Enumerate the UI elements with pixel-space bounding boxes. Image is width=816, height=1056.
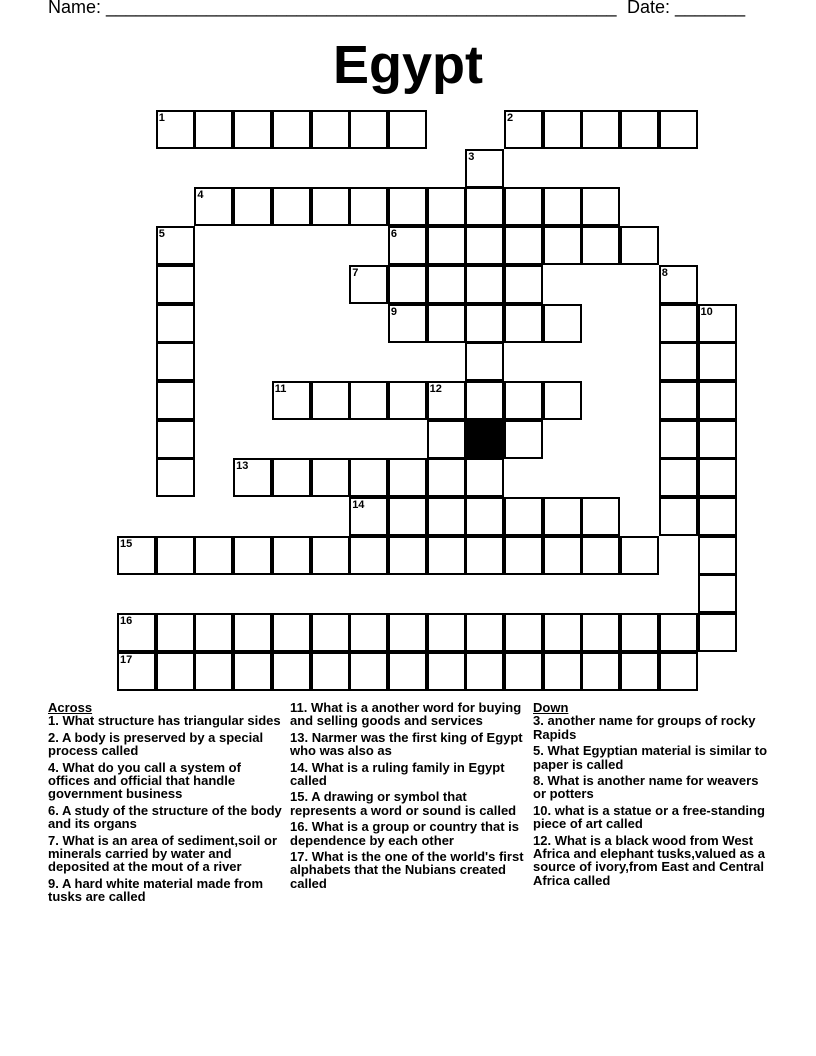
crossword-cell[interactable] xyxy=(194,110,233,149)
clue-number: 3 xyxy=(468,150,475,163)
crossword-cell[interactable] xyxy=(388,652,427,691)
crossword-cell[interactable] xyxy=(388,304,427,343)
crossword-cell[interactable] xyxy=(504,497,543,536)
crossword-cell[interactable] xyxy=(194,613,233,652)
crossword-cell[interactable] xyxy=(388,497,427,536)
crossword-cell[interactable] xyxy=(311,652,350,691)
crossword-cell[interactable] xyxy=(581,652,620,691)
across-clue-list-continued xyxy=(290,701,526,890)
crossword-cell[interactable] xyxy=(349,265,388,304)
crossword-cell[interactable] xyxy=(581,497,620,536)
crossword-cell[interactable] xyxy=(156,265,195,304)
crossword-cell[interactable] xyxy=(117,613,156,652)
crossword-cell[interactable] xyxy=(156,420,195,459)
clue-item xyxy=(290,731,526,758)
clue-item-number: 2. xyxy=(48,729,59,745)
crossword-cell[interactable] xyxy=(698,536,737,575)
crossword-cell[interactable] xyxy=(504,420,543,459)
clue-item-number: 10. xyxy=(533,802,552,818)
crossword-cell[interactable] xyxy=(311,613,350,652)
crossword-cell[interactable] xyxy=(233,110,272,149)
crossword-cell[interactable] xyxy=(427,381,466,420)
crossword-cell[interactable] xyxy=(659,342,698,381)
crossword-cell[interactable] xyxy=(504,381,543,420)
crossword-cell[interactable] xyxy=(698,458,737,497)
crossword-cell[interactable] xyxy=(156,381,195,420)
clue-item-number: 1. xyxy=(48,713,59,729)
crossword-cell[interactable] xyxy=(427,420,466,459)
crossword-cell[interactable] xyxy=(272,458,311,497)
clue-item xyxy=(290,701,526,728)
crossword-cell[interactable] xyxy=(543,652,582,691)
crossword-cell[interactable] xyxy=(465,187,504,226)
clue-item-number: 11. xyxy=(290,700,308,715)
clue-item-text: A study of the structure of the body and its organs xyxy=(48,802,282,832)
clue-item-text: another name for groups of rocky Rapids xyxy=(533,713,756,742)
crossword-cell[interactable] xyxy=(194,536,233,575)
clue-item-number: 17. xyxy=(290,849,309,865)
crossword-cell[interactable] xyxy=(465,652,504,691)
crossword-cell[interactable] xyxy=(427,226,466,265)
crossword-cell[interactable] xyxy=(311,458,350,497)
crossword-cell[interactable] xyxy=(156,342,195,381)
crossword-cell[interactable] xyxy=(465,613,504,652)
clue-number: 11 xyxy=(274,382,287,395)
clue-item-number: 9. xyxy=(48,875,59,891)
crossword-cell[interactable] xyxy=(388,458,427,497)
crossword-cell[interactable] xyxy=(388,536,427,575)
clue-item-text: what is a statue or a free-standing piece of art called xyxy=(533,802,765,832)
crossword-cell[interactable] xyxy=(581,110,620,149)
crossword-cell[interactable] xyxy=(659,110,698,149)
clue-number: 5 xyxy=(158,228,165,241)
crossword-cell[interactable] xyxy=(388,110,427,149)
crossword-cell[interactable] xyxy=(156,536,195,575)
crossword-cell[interactable] xyxy=(659,652,698,691)
clues-column-2 xyxy=(290,701,526,893)
crossword-cell[interactable] xyxy=(349,497,388,536)
clue-item xyxy=(48,731,284,758)
clue-item-number: 5. xyxy=(533,743,544,759)
crossword-cell[interactable] xyxy=(388,613,427,652)
crossword-cell[interactable] xyxy=(465,265,504,304)
crossword-cell[interactable] xyxy=(427,458,466,497)
clue-item xyxy=(533,834,769,888)
clue-item xyxy=(290,820,526,847)
crossword-cell[interactable] xyxy=(543,497,582,536)
crossword-cell[interactable] xyxy=(272,652,311,691)
crossword-cell[interactable] xyxy=(117,536,156,575)
crossword-cell[interactable] xyxy=(620,652,659,691)
crossword-cell[interactable] xyxy=(427,613,466,652)
crossword-cell[interactable] xyxy=(311,187,350,226)
crossword-cell[interactable] xyxy=(543,226,582,265)
crossword-cell[interactable] xyxy=(543,381,582,420)
crossword-cell[interactable] xyxy=(581,187,620,226)
crossword-cell[interactable] xyxy=(581,536,620,575)
crossword-cell[interactable] xyxy=(388,265,427,304)
crossword-cell[interactable] xyxy=(156,613,195,652)
clue-item xyxy=(290,761,526,788)
blocked-cell xyxy=(465,420,504,459)
crossword-cell[interactable] xyxy=(272,613,311,652)
clue-item-number: 7. xyxy=(48,832,59,848)
clue-item xyxy=(48,834,284,874)
crossword-cell[interactable] xyxy=(349,381,388,420)
crossword-cell[interactable] xyxy=(465,536,504,575)
clue-number: 9 xyxy=(390,305,398,318)
crossword-cell[interactable] xyxy=(156,458,195,497)
clue-number: 1 xyxy=(158,112,165,124)
crossword-cell[interactable] xyxy=(659,304,698,343)
crossword-cell[interactable] xyxy=(504,187,543,226)
crossword-cell[interactable] xyxy=(233,613,272,652)
clue-item-text: What Egyptian material is similar to paper is called xyxy=(533,743,768,772)
clues-column-3 xyxy=(533,701,769,890)
crossword-cell[interactable] xyxy=(233,458,272,497)
crossword-cell[interactable] xyxy=(156,304,195,343)
clue-item-text: What is the one of the world's first alphabets that the Nubians created called xyxy=(290,849,524,891)
crossword-cell[interactable] xyxy=(659,497,698,536)
crossword-cell[interactable] xyxy=(620,536,659,575)
crossword-cell[interactable] xyxy=(543,110,582,149)
clue-number: 14 xyxy=(352,499,365,511)
clue-item-number: 15. xyxy=(290,789,309,805)
crossword-cell[interactable] xyxy=(504,110,543,149)
crossword-cell[interactable] xyxy=(543,536,582,575)
crossword-cell[interactable] xyxy=(620,613,659,652)
clue-item xyxy=(290,850,526,890)
crossword-cell[interactable] xyxy=(233,187,272,226)
clue-item-text: What is a ruling family in Egypt called xyxy=(290,759,505,789)
crossword-cell[interactable] xyxy=(543,187,582,226)
crossword-cell[interactable] xyxy=(504,613,543,652)
clue-number: 2 xyxy=(507,112,514,124)
clue-item-number: 8. xyxy=(533,773,544,789)
crossword-cell[interactable] xyxy=(504,226,543,265)
clue-item-number: 14. xyxy=(290,759,309,775)
crossword-cell[interactable] xyxy=(311,536,350,575)
clue-item-text: What structure has triangular sides xyxy=(62,713,281,729)
crossword-cell[interactable] xyxy=(581,226,620,265)
clue-number: 6 xyxy=(390,228,398,241)
clue-item-text: A body is preserved by a special process called xyxy=(48,729,264,759)
crossword-cell[interactable] xyxy=(659,613,698,652)
clue-number: 17 xyxy=(120,653,133,666)
clue-item-text: A drawing or symbol that represents a word or sound is called xyxy=(290,789,517,818)
crossword-cell[interactable] xyxy=(659,458,698,497)
crossword-cell[interactable] xyxy=(427,265,466,304)
across-heading: Across xyxy=(48,700,93,715)
crossword-cell[interactable] xyxy=(465,342,504,381)
clue-item-number: 3. xyxy=(533,713,544,729)
crossword-cell[interactable] xyxy=(504,536,543,575)
clue-item xyxy=(48,714,284,727)
clues-column-1 xyxy=(48,701,284,907)
clue-number: 10 xyxy=(700,305,713,318)
crossword-cell[interactable] xyxy=(659,265,698,304)
crossword-cell[interactable] xyxy=(311,381,350,420)
crossword-cell[interactable] xyxy=(156,652,195,691)
crossword-cell[interactable] xyxy=(620,226,659,265)
crossword-cell[interactable] xyxy=(427,187,466,226)
crossword-cell[interactable] xyxy=(311,110,350,149)
crossword-cell[interactable] xyxy=(427,652,466,691)
crossword-cell[interactable] xyxy=(272,536,311,575)
crossword-cell[interactable] xyxy=(427,536,466,575)
clue-item xyxy=(533,744,769,771)
clue-item-text: What do you call a system of offices and official that handle government business xyxy=(48,759,241,802)
clue-item-number: 16. xyxy=(290,819,309,835)
clue-number: 16 xyxy=(120,615,133,628)
crossword-cell[interactable] xyxy=(465,226,504,265)
across-clue-list xyxy=(48,714,284,903)
clue-item xyxy=(48,761,284,801)
crossword-cell[interactable] xyxy=(620,110,659,149)
crossword-cell[interactable] xyxy=(194,187,233,226)
clue-item-text: What is a group or country that is dependence by each other xyxy=(290,819,519,848)
clue-number: 7 xyxy=(352,266,359,279)
crossword-cell[interactable] xyxy=(543,304,582,343)
clue-item xyxy=(533,714,769,741)
clue-item-text: What is a another word for buying and selling goods and services xyxy=(290,700,522,729)
clue-item xyxy=(48,804,284,831)
crossword-cell[interactable] xyxy=(388,187,427,226)
crossword-cell[interactable] xyxy=(349,613,388,652)
crossword-cell[interactable] xyxy=(388,381,427,420)
date-field-label: Date: _______ xyxy=(627,0,746,17)
clue-item-text: What is an area of sediment,soil or minerals carried by water and deposited at the mout of a river xyxy=(48,832,278,875)
crossword-cell[interactable] xyxy=(698,497,737,536)
crossword-cell[interactable] xyxy=(272,110,311,149)
crossword-cell[interactable] xyxy=(156,110,195,149)
clue-number: 8 xyxy=(661,266,668,279)
crossword-cell[interactable] xyxy=(659,381,698,420)
crossword-cell[interactable] xyxy=(465,304,504,343)
crossword-cell[interactable] xyxy=(465,149,504,188)
crossword-cell[interactable] xyxy=(465,381,504,420)
clue-number: 4 xyxy=(197,189,204,202)
crossword-cell[interactable] xyxy=(233,536,272,575)
crossword-cell[interactable] xyxy=(698,613,737,652)
crossword-cell[interactable] xyxy=(465,458,504,497)
crossword-cell[interactable] xyxy=(194,652,233,691)
crossword-cell[interactable] xyxy=(504,304,543,343)
crossword-cell[interactable] xyxy=(543,613,582,652)
clue-item-number: 6. xyxy=(48,802,59,818)
down-clue-list xyxy=(533,714,769,887)
crossword-cell[interactable] xyxy=(349,536,388,575)
crossword-cell[interactable] xyxy=(465,497,504,536)
clue-item-text: A hard white material made from tusks are called xyxy=(48,875,264,905)
clue-number: 13 xyxy=(236,460,249,473)
crossword-cell[interactable] xyxy=(698,304,737,343)
crossword-cell[interactable] xyxy=(272,381,311,420)
page-title: Egypt xyxy=(332,35,483,95)
crossword-cell[interactable] xyxy=(427,304,466,343)
crossword-cell[interactable] xyxy=(427,497,466,536)
clue-item-number: 13. xyxy=(290,729,309,745)
crossword-cell[interactable] xyxy=(117,652,156,691)
crossword-cell[interactable] xyxy=(504,652,543,691)
clue-number: 15 xyxy=(120,537,133,550)
clue-item xyxy=(533,774,769,801)
crossword-cell[interactable] xyxy=(698,381,737,420)
crossword-cell[interactable] xyxy=(698,420,737,459)
clue-item-text: What is a black wood from West Africa and elephant tusks,valued as a source of ivory,from East and Central Africa called xyxy=(533,832,765,888)
crossword-cell[interactable] xyxy=(698,574,737,613)
crossword-cell[interactable] xyxy=(388,226,427,265)
name-field-label: Name: ___________________________________________________ xyxy=(48,0,617,17)
clue-number: 12 xyxy=(429,382,442,395)
clue-item-number: 12. xyxy=(533,832,552,848)
crossword-cell[interactable] xyxy=(349,652,388,691)
crossword-cell[interactable] xyxy=(581,613,620,652)
crossword-cell[interactable] xyxy=(349,187,388,226)
clue-item xyxy=(48,877,284,904)
crossword-cell[interactable] xyxy=(349,458,388,497)
clue-item-text: Narmer was the first king of Egypt who was also as xyxy=(290,729,523,759)
clue-item-number: 4. xyxy=(48,759,59,775)
clue-item xyxy=(533,804,769,831)
crossword-cell[interactable] xyxy=(233,652,272,691)
crossword-cell[interactable] xyxy=(504,265,543,304)
crossword-cell[interactable] xyxy=(349,110,388,149)
crossword-cell[interactable] xyxy=(156,226,195,265)
down-heading: Down xyxy=(533,700,569,715)
crossword-cell[interactable] xyxy=(272,187,311,226)
clue-item-text: What is another name for weavers or potters xyxy=(533,773,759,802)
clue-item xyxy=(290,790,526,817)
crossword-cell[interactable] xyxy=(659,420,698,459)
crossword-cell[interactable] xyxy=(698,342,737,381)
